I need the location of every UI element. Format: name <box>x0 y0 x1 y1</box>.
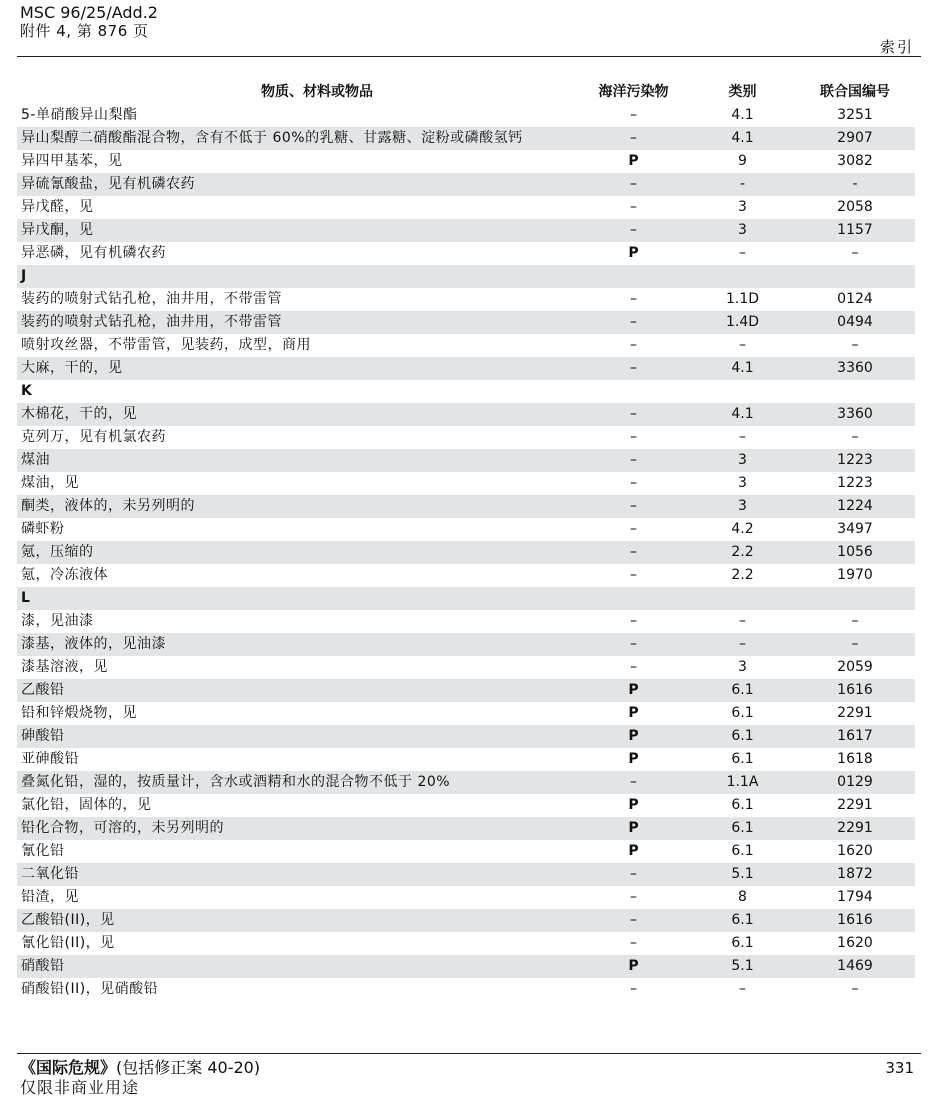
substance-name: 异恶磷，见有机磷农药 <box>21 245 166 261</box>
table-row <box>17 564 915 587</box>
marine-pollutant-cell: P <box>628 797 639 813</box>
un-number-cell: 2058 <box>837 199 873 215</box>
marine-pollutant-cell <box>577 265 690 268</box>
substance-name: 克列万，见有机氯农药 <box>21 429 166 445</box>
class-cell: 1.1A <box>726 774 759 790</box>
un-number-cell: 3360 <box>837 360 873 376</box>
un-number-cell: – <box>851 429 859 445</box>
class-cell <box>690 265 795 268</box>
un-number-cell: – <box>851 337 859 353</box>
class-cell: – <box>739 613 746 629</box>
page-number: 331 <box>885 1059 914 1077</box>
usage-note: 仅限非商业用途 <box>20 1078 140 1097</box>
section-letter-row <box>17 587 915 610</box>
un-number-cell: 3360 <box>837 406 873 422</box>
marine-pollutant-cell: P <box>628 245 639 261</box>
substance-name: 漆基，液体的，见油漆 <box>21 636 166 652</box>
substance-name: 木棉花，干的，见 <box>21 406 137 422</box>
substance-name: 亚砷酸铅 <box>21 751 79 767</box>
un-number-cell: 1223 <box>837 452 873 468</box>
table-row <box>17 771 915 794</box>
substance-name: 5-单硝酸异山梨酯 <box>21 107 138 123</box>
table-row <box>17 863 915 886</box>
un-number-cell: 1970 <box>837 567 873 583</box>
substance-name: 煤油，见 <box>21 475 79 491</box>
un-number-cell: – <box>851 245 859 261</box>
marine-pollutant-cell: – <box>630 521 637 537</box>
class-cell: 4.1 <box>731 406 754 422</box>
marine-pollutant-cell: – <box>630 613 637 629</box>
class-cell: 3 <box>738 222 747 238</box>
table-row <box>17 978 915 1001</box>
table-row <box>17 633 915 656</box>
marine-pollutant-cell: – <box>630 314 637 330</box>
table-row <box>17 104 915 127</box>
table-row <box>17 449 915 472</box>
table-row <box>17 817 915 840</box>
section-label: 索引 <box>879 38 914 56</box>
un-number-cell: 1617 <box>837 728 873 744</box>
section-letter-row <box>17 265 915 288</box>
class-cell: 6.1 <box>731 820 754 836</box>
class-cell: – <box>739 337 746 353</box>
table-row <box>17 242 915 265</box>
column-header-un-number: 联合国编号 <box>820 84 890 100</box>
table-body <box>17 104 915 1001</box>
class-cell: – <box>739 981 746 997</box>
un-number-cell <box>795 265 915 268</box>
marine-pollutant-cell: – <box>630 222 637 238</box>
class-cell: 6.1 <box>731 751 754 767</box>
marine-pollutant-cell: – <box>630 130 637 146</box>
footer-divider <box>17 1053 921 1054</box>
class-cell: 8 <box>738 889 747 905</box>
substance-name: 漆基溶液，见 <box>21 659 108 675</box>
class-cell: 3 <box>738 199 747 215</box>
un-number-cell: 1618 <box>837 751 873 767</box>
substance-name: 氰化铅 <box>21 843 65 859</box>
class-cell: 6.1 <box>731 912 754 928</box>
substance-name: 酮类，液体的，未另列明的 <box>21 498 195 514</box>
marine-pollutant-cell: – <box>630 636 637 652</box>
substance-name: 装药的喷射式钻孔枪，油井用，不带雷管 <box>21 314 282 330</box>
marine-pollutant-cell: P <box>628 751 639 767</box>
un-number-cell: 1616 <box>837 682 873 698</box>
class-cell: 3 <box>738 498 747 514</box>
substance-name: 异四甲基苯，见 <box>21 153 123 169</box>
un-number-cell: 2907 <box>837 130 873 146</box>
document-reference: MSC 96/25/Add.2 <box>20 3 158 22</box>
substance-name: 喷射攻丝器，不带雷管，见装药，成型，商用 <box>21 337 311 353</box>
table-row <box>17 127 915 150</box>
marine-pollutant-cell: – <box>630 659 637 675</box>
un-number-cell <box>795 587 915 590</box>
class-cell: 1.4D <box>725 314 760 330</box>
marine-pollutant-cell: – <box>630 291 637 307</box>
class-cell: 5.1 <box>731 866 754 882</box>
class-cell: 2.2 <box>731 567 754 583</box>
un-number-cell: 1620 <box>837 935 873 951</box>
table-row <box>17 932 915 955</box>
marine-pollutant-cell: P <box>628 728 639 744</box>
table-row <box>17 472 915 495</box>
class-cell: 6.1 <box>731 705 754 721</box>
marine-pollutant-cell: P <box>628 820 639 836</box>
un-number-cell: 2291 <box>837 705 873 721</box>
substance-name: 硝酸铅(II)，见硝酸铅 <box>21 981 159 997</box>
un-number-cell: 3251 <box>837 107 873 123</box>
marine-pollutant-cell: – <box>630 912 637 928</box>
un-number-cell: 0124 <box>837 291 873 307</box>
marine-pollutant-cell: – <box>630 981 637 997</box>
marine-pollutant-cell: – <box>630 429 637 445</box>
table-row <box>17 334 915 357</box>
class-cell: 2.2 <box>731 544 754 560</box>
substance-name: 二氧化铅 <box>21 866 79 882</box>
marine-pollutant-cell: – <box>630 935 637 951</box>
un-number-cell: 1223 <box>837 475 873 491</box>
marine-pollutant-cell: – <box>630 337 637 353</box>
substance-name: K <box>21 383 33 399</box>
substance-name: 乙酸铅 <box>21 682 65 698</box>
marine-pollutant-cell: P <box>628 153 639 169</box>
table-row <box>17 656 915 679</box>
class-cell: – <box>739 245 746 261</box>
class-cell: 6.1 <box>731 797 754 813</box>
table-row <box>17 955 915 978</box>
substance-name: 乙酸铅(II)，见 <box>21 912 115 928</box>
column-header-substance: 物质、材料或物品 <box>261 84 373 100</box>
header-divider <box>17 56 921 57</box>
substance-name: 装药的喷射式钻孔枪，油井用，不带雷管 <box>21 291 282 307</box>
un-number-cell: 1872 <box>837 866 873 882</box>
class-cell: 9 <box>738 153 747 169</box>
marine-pollutant-cell: – <box>630 544 637 560</box>
substance-name: 煤油 <box>21 452 50 468</box>
class-cell: 3 <box>738 452 747 468</box>
table-row <box>17 518 915 541</box>
table-row <box>17 219 915 242</box>
table-row <box>17 748 915 771</box>
marine-pollutant-cell <box>577 380 690 383</box>
marine-pollutant-cell: – <box>630 774 637 790</box>
substance-name: 铅化合物，可溶的，未另列明的 <box>21 820 224 836</box>
class-cell: – <box>739 429 746 445</box>
class-cell: 1.1D <box>725 291 760 307</box>
class-cell <box>690 380 795 383</box>
column-header-class: 类别 <box>728 84 757 100</box>
substance-name: 漆，见油漆 <box>21 613 94 629</box>
table-row <box>17 886 915 909</box>
un-number-cell: 2059 <box>837 659 873 675</box>
class-cell: 6.1 <box>731 728 754 744</box>
footer-publication <box>20 1058 260 1078</box>
marine-pollutant-cell <box>577 587 690 590</box>
substance-name: 氯化铅，固体的，见 <box>21 797 152 813</box>
class-cell: – <box>739 636 746 652</box>
substance-name: 氰化铅(II)，见 <box>21 935 115 951</box>
class-cell: 4.1 <box>731 107 754 123</box>
class-cell: 4.2 <box>731 521 754 537</box>
marine-pollutant-cell: – <box>630 199 637 215</box>
un-number-cell <box>795 380 915 383</box>
substance-name: 铅渣，见 <box>21 889 79 905</box>
substance-name: 铅和锌煅烧物，见 <box>21 705 137 721</box>
un-number-cell: 1616 <box>837 912 873 928</box>
table-row <box>17 403 915 426</box>
substance-name: 异戊醛，见 <box>21 199 94 215</box>
substance-name: 异硫氰酸盐，见有机磷农药 <box>21 176 195 192</box>
annex-page-reference: 附件 4, 第 876 页 <box>20 22 149 40</box>
marine-pollutant-cell: P <box>628 705 639 721</box>
marine-pollutant-cell: – <box>630 866 637 882</box>
marine-pollutant-cell: – <box>630 406 637 422</box>
table-row <box>17 679 915 702</box>
marine-pollutant-cell: – <box>630 498 637 514</box>
table-row <box>17 725 915 748</box>
marine-pollutant-cell: P <box>628 682 639 698</box>
column-header-marine-pollutant: 海洋污染物 <box>598 84 669 100</box>
un-number-cell: 3497 <box>837 521 873 537</box>
table-header <box>17 78 915 104</box>
marine-pollutant-cell: – <box>630 360 637 376</box>
substance-name: 硝酸铅 <box>21 958 65 974</box>
class-cell: 3 <box>738 659 747 675</box>
table-row <box>17 150 915 173</box>
class-cell: 3 <box>738 475 747 491</box>
un-number-cell: – <box>851 636 859 652</box>
un-number-cell: 1056 <box>837 544 873 560</box>
un-number-cell: 0494 <box>837 314 873 330</box>
marine-pollutant-cell: – <box>630 567 637 583</box>
table-row <box>17 909 915 932</box>
class-cell <box>690 587 795 590</box>
substance-name: 砷酸铅 <box>21 728 65 744</box>
un-number-cell: 1157 <box>837 222 873 238</box>
substance-name: 叠氮化铅，湿的，按质量计，含水或酒精和水的混合物不低于 20% <box>21 774 451 790</box>
class-cell: 4.1 <box>731 130 754 146</box>
table-row <box>17 311 915 334</box>
table-row <box>17 357 915 380</box>
substance-name: J <box>21 268 27 284</box>
marine-pollutant-cell: – <box>630 107 637 123</box>
table-row <box>17 173 915 196</box>
marine-pollutant-cell: P <box>628 958 639 974</box>
marine-pollutant-cell: – <box>630 475 637 491</box>
substance-name: 氪，压缩的 <box>21 544 94 560</box>
un-number-cell: 1794 <box>837 889 873 905</box>
substance-name: 氪，冷冻液体 <box>21 567 108 583</box>
class-cell: 6.1 <box>731 682 754 698</box>
class-cell: 6.1 <box>731 843 754 859</box>
un-number-cell: 0129 <box>837 774 873 790</box>
class-cell: 4.1 <box>731 360 754 376</box>
table-row <box>17 541 915 564</box>
un-number-cell: 3082 <box>837 153 873 169</box>
class-cell: 6.1 <box>731 935 754 951</box>
un-number-cell: 1224 <box>837 498 873 514</box>
un-number-cell: – <box>851 613 859 629</box>
un-number-cell: - <box>852 176 858 192</box>
marine-pollutant-cell: – <box>630 452 637 468</box>
marine-pollutant-cell: – <box>630 889 637 905</box>
table-row <box>17 840 915 863</box>
table-row <box>17 196 915 219</box>
un-number-cell: 1620 <box>837 843 873 859</box>
substance-name: 异戊酮，见 <box>21 222 94 238</box>
class-cell: 5.1 <box>731 958 754 974</box>
table-row <box>17 610 915 633</box>
substance-name: 大麻，干的，见 <box>21 360 123 376</box>
substance-name: L <box>21 590 31 606</box>
marine-pollutant-cell: – <box>630 176 637 192</box>
index-table <box>17 78 915 1001</box>
publication-title: 《国际危规》 <box>20 1058 117 1077</box>
substance-name: 磷虾粉 <box>21 521 65 537</box>
marine-pollutant-cell: P <box>628 843 639 859</box>
section-letter-row <box>17 380 915 403</box>
table-row <box>17 288 915 311</box>
table-row <box>17 495 915 518</box>
table-row <box>17 794 915 817</box>
un-number-cell: – <box>851 981 859 997</box>
table-row <box>17 702 915 725</box>
table-row <box>17 426 915 449</box>
publication-edition: (包括修正案 40-20) <box>116 1058 261 1077</box>
class-cell: - <box>739 176 746 192</box>
un-number-cell: 2291 <box>837 797 873 813</box>
un-number-cell: 2291 <box>837 820 873 836</box>
substance-name: 异山梨醇二硝酸酯混合物，含有不低于 60%的乳糖、甘露糖、淀粉或磷酸氢钙 <box>21 130 523 146</box>
un-number-cell: 1469 <box>837 958 873 974</box>
